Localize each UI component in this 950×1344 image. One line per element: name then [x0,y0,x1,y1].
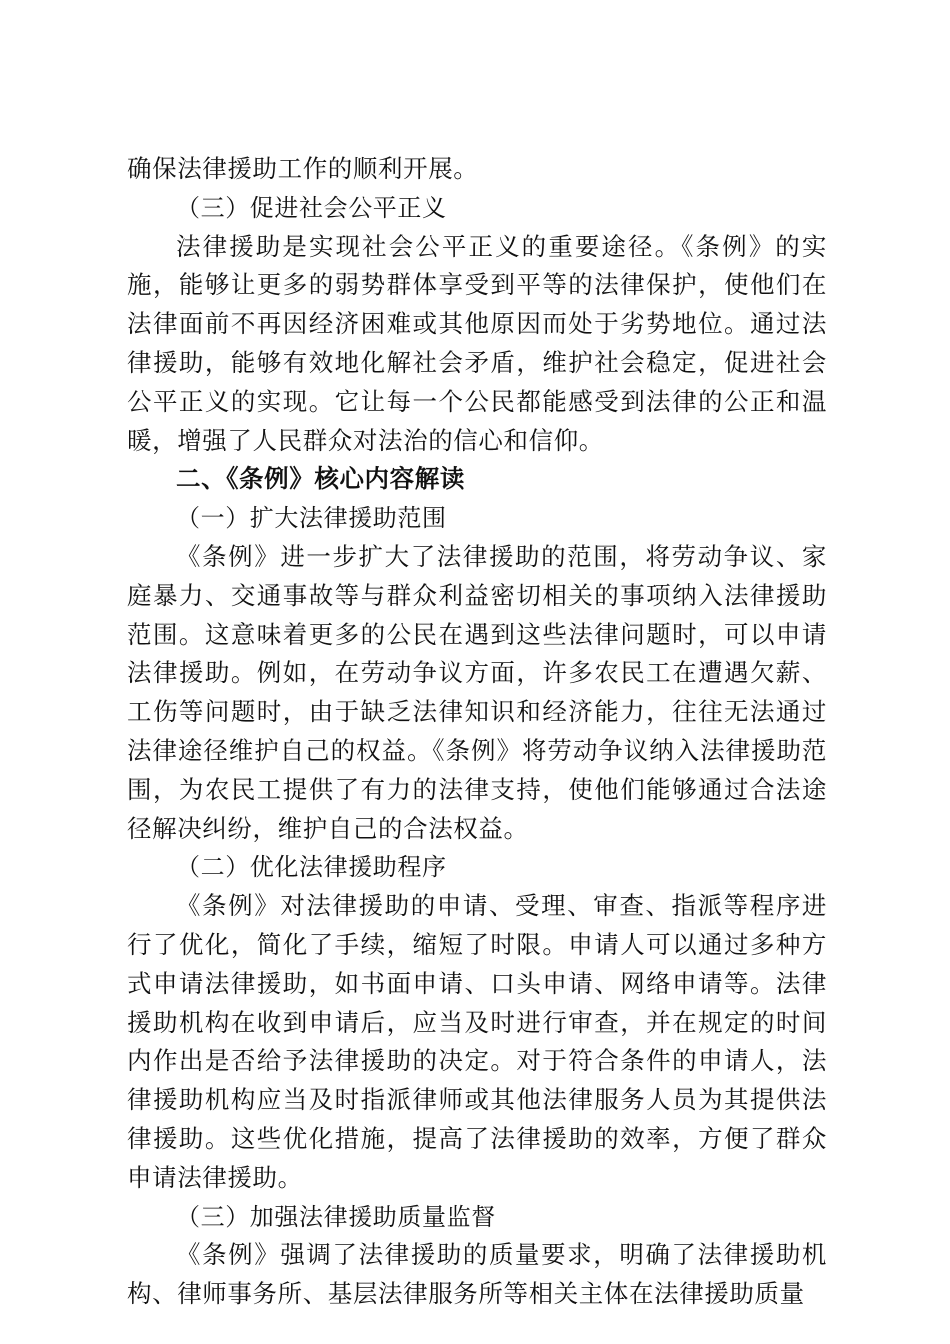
subheading-optimize-procedure: （二）优化法律援助程序 [176,853,447,882]
document-body [127,150,827,1314]
subheading-expand-scope: （一）扩大法律援助范围 [176,504,447,533]
paragraph-quality-supervision: 《条例》强调了法律援助的质量要求，明确了法律援助机构、律师事务所、基层法律服务所等相关主体在法律援助质量 [127,1240,827,1309]
paragraph-social-justice: 法律援助是实现社会公平正义的重要途径。《条例》的实施，能够让更多的弱势群体享受到平等的法律保护，使他们在法律面前不再因经济困难或其他原因而处于劣势地位。通过法律援助，能够有效地化解社会矛盾，维护社会稳定，促进社会公平正义的实现。它让每一个公民都能感受到法律的公正和温暖，增强了人民群众对法治的信心和信仰。 [127,231,827,455]
paragraph-optimize-procedure: 《条例》对法律援助的申请、受理、审查、指派等程序进行了优化，简化了手续，缩短了时限。申请人可以通过多种方式申请法律援助，如书面申请、口头申请、网络申请等。法律援助机构在收到申请后，应当及时进行审查，并在规定的时间内作出是否给予法律援助的决定。对于符合条件的申请人，法律援助机构应当及时指派律师或其他法律服务人员为其提供法律援助。这些优化措施，提高了法律援助的效率，方便了群众申请法律援助。 [127,891,827,1192]
paragraph-continuation: 确保法律援助工作的顺利开展。 [127,154,479,183]
subheading-promote-social-justice: （三）促进社会公平正义 [176,193,447,222]
paragraph-expand-scope: 《条例》进一步扩大了法律援助的范围，将劳动争议、家庭暴力、交通事故等与群众利益密切相关的事项纳入法律援助范围。这意味着更多的公民在遇到这些法律问题时，可以申请法律援助。例如，在劳动争议方面，许多农民工在遭遇欠薪、工伤等问题时，由于缺乏法律知识和经济能力，往往无法通过法律途径维护自己的权益。《条例》将劳动争议纳入法律援助范围，为农民工提供了有力的法律支持，使他们能够通过合法途径解决纠纷，维护自己的合法权益。 [127,541,827,843]
section-heading-core-content: 二、《条例》核心内容解读 [176,464,465,494]
subheading-quality-supervision: （三）加强法律援助质量监督 [176,1202,496,1231]
